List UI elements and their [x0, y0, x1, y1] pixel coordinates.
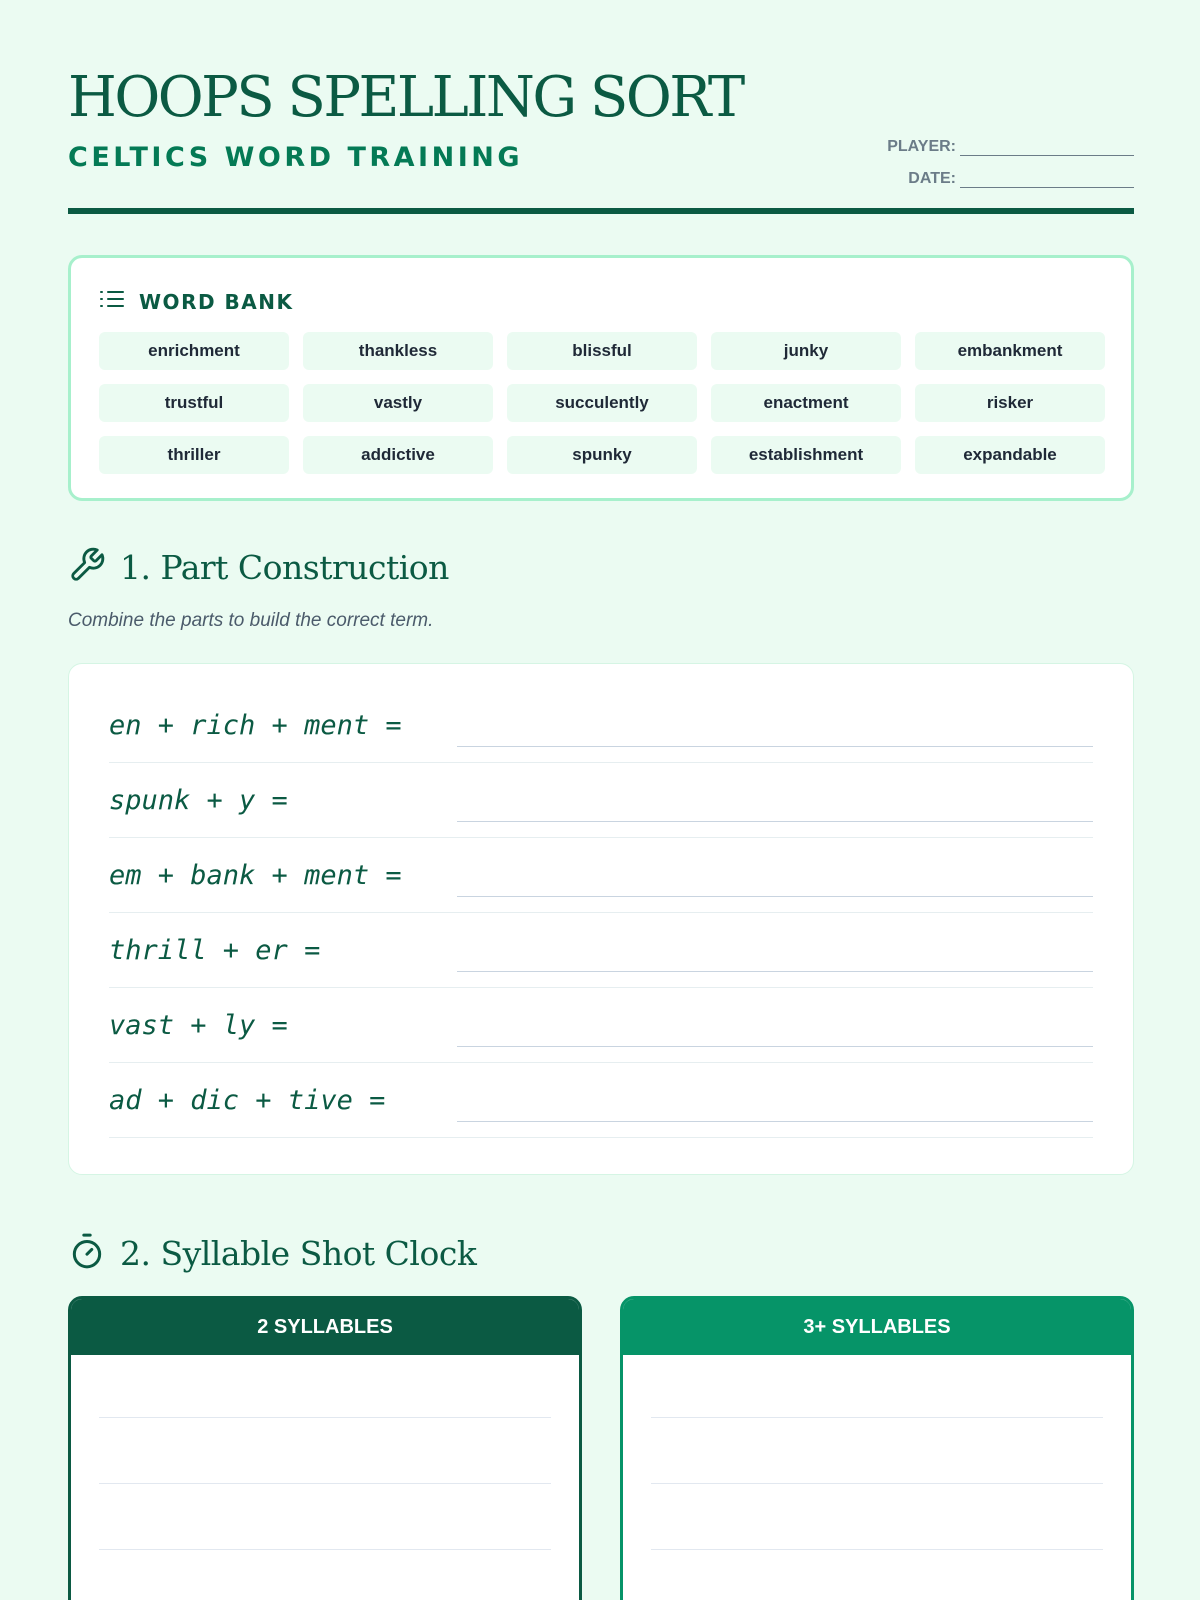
- equation-row: [109, 1063, 1093, 1138]
- answer-line[interactable]: [99, 1417, 551, 1418]
- section-1-title: 1. Part Construction: [120, 548, 449, 587]
- word-chip: enactment: [711, 384, 901, 422]
- section-2-title: 2. Syllable Shot Clock: [120, 1234, 477, 1273]
- equation-text: vast + ly =: [109, 1010, 288, 1041]
- stopwatch-icon: [68, 1232, 106, 1275]
- word-chip: embankment: [915, 332, 1105, 370]
- wrench-icon: [68, 546, 106, 589]
- word-bank-grid: [99, 332, 1105, 474]
- section-1-heading: [68, 546, 449, 589]
- three-plus-syllables-answer-area[interactable]: [623, 1355, 1131, 1600]
- two-syllables-header: 2 SYLLABLES: [71, 1299, 579, 1355]
- section-2-heading: [68, 1232, 476, 1275]
- equation-row: [109, 763, 1093, 838]
- date-label: DATE:: [908, 170, 956, 187]
- word-chip: enrichment: [99, 332, 289, 370]
- word-chip: risker: [915, 384, 1105, 422]
- meta-fields: [874, 124, 1134, 188]
- word-chip: junky: [711, 332, 901, 370]
- section-1-instruction: Combine the parts to build the correct term.: [68, 610, 434, 631]
- word-bank: [68, 255, 1134, 501]
- word-chip: trustful: [99, 384, 289, 422]
- answer-line[interactable]: [457, 821, 1093, 822]
- word-chip: succulently: [507, 384, 697, 422]
- header-divider: [68, 208, 1134, 214]
- word-chip: blissful: [507, 332, 697, 370]
- word-chip: thriller: [99, 436, 289, 474]
- answer-line[interactable]: [651, 1549, 1103, 1550]
- word-chip: vastly: [303, 384, 493, 422]
- word-chip: expandable: [915, 436, 1105, 474]
- equation-text: ad + dic + tive =: [109, 1085, 386, 1116]
- page-title: HOOPS SPELLING SORT: [68, 65, 743, 130]
- answer-line[interactable]: [99, 1483, 551, 1484]
- answer-line[interactable]: [457, 896, 1093, 897]
- list-icon: [99, 288, 125, 315]
- word-chip: spunky: [507, 436, 697, 474]
- equation-row: [109, 988, 1093, 1063]
- three-plus-syllables-column: [620, 1296, 1134, 1600]
- worksheet-page: [68, 0, 1134, 1338]
- answer-line[interactable]: [457, 1046, 1093, 1047]
- answer-line[interactable]: [99, 1549, 551, 1550]
- answer-line[interactable]: [651, 1483, 1103, 1484]
- word-bank-title: WORD BANK: [139, 289, 294, 314]
- equation-row: [109, 688, 1093, 763]
- equation-text: spunk + y =: [109, 785, 288, 816]
- answer-line[interactable]: [651, 1417, 1103, 1418]
- equation-row: [109, 838, 1093, 913]
- equation-text: en + rich + ment =: [109, 710, 402, 741]
- equation-text: thrill + er =: [109, 935, 321, 966]
- date-blank-line[interactable]: [960, 170, 1134, 188]
- word-chip: addictive: [303, 436, 493, 474]
- player-label: PLAYER:: [887, 138, 956, 155]
- word-chip: establishment: [711, 436, 901, 474]
- answer-line[interactable]: [457, 746, 1093, 747]
- date-field[interactable]: [874, 156, 1134, 188]
- player-field[interactable]: [874, 124, 1134, 156]
- word-chip: thankless: [303, 332, 493, 370]
- player-blank-line[interactable]: [960, 138, 1134, 156]
- word-bank-header: [99, 288, 294, 315]
- header: [68, 0, 1134, 214]
- answer-line[interactable]: [457, 971, 1093, 972]
- answer-line[interactable]: [457, 1121, 1093, 1122]
- three-plus-syllables-header: 3+ SYLLABLES: [623, 1299, 1131, 1355]
- construction-card: [68, 663, 1134, 1175]
- equation-text: em + bank + ment =: [109, 860, 402, 891]
- page-subtitle: CELTICS WORD TRAINING: [68, 142, 524, 173]
- equation-row: [109, 913, 1093, 988]
- two-syllables-column: [68, 1296, 582, 1600]
- two-syllables-answer-area[interactable]: [71, 1355, 579, 1600]
